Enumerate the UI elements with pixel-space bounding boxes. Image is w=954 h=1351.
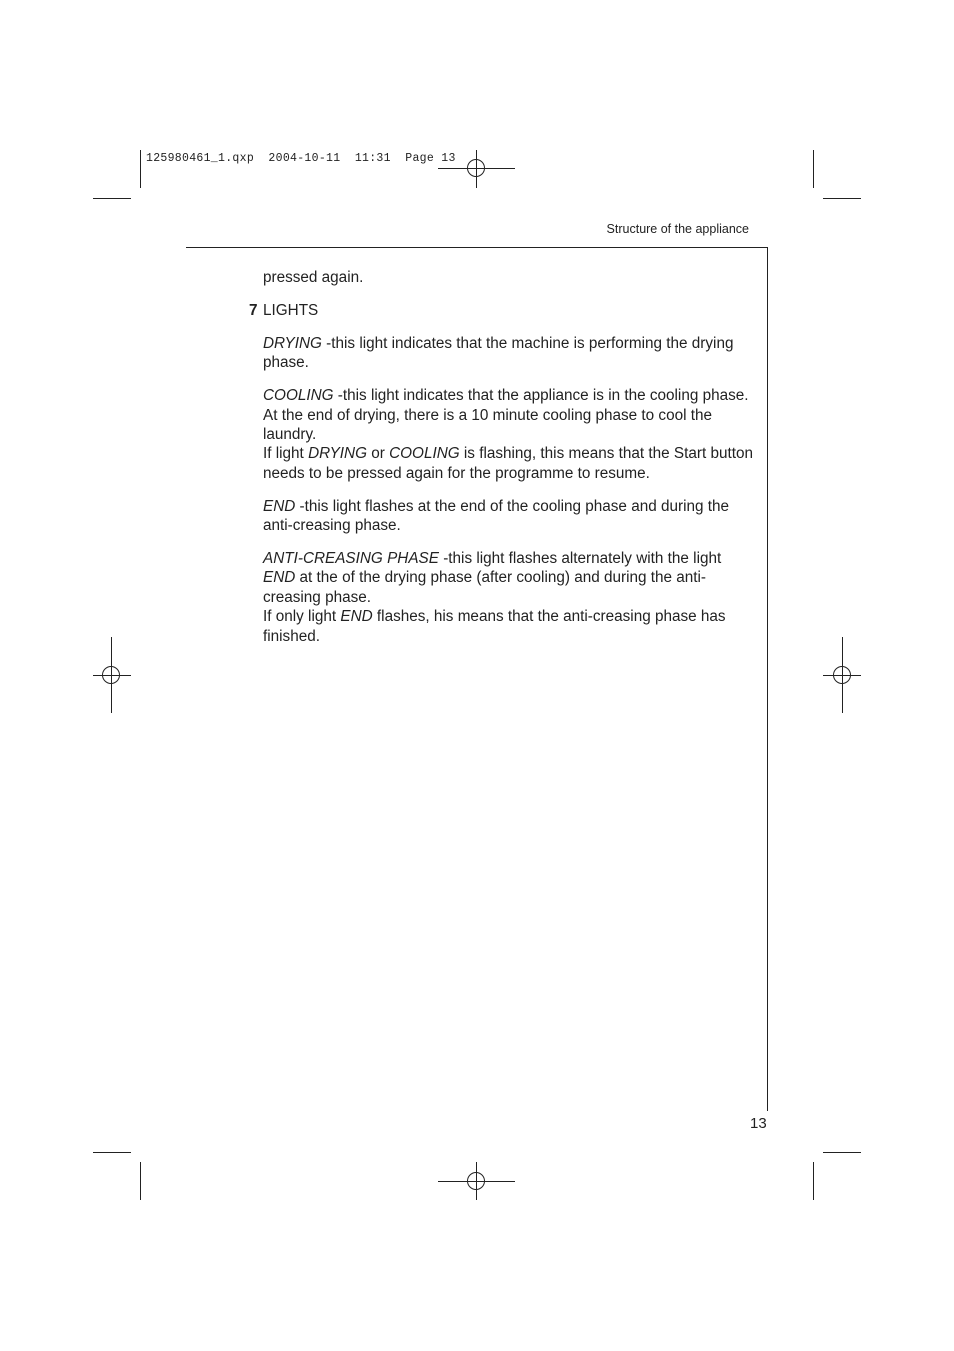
drying-light-description xyxy=(263,334,753,373)
drying-text: -this light indicates that the machine is performing the drying phase. xyxy=(263,334,734,372)
cooling-term: COOLING xyxy=(263,387,334,405)
section-heading xyxy=(249,301,753,320)
right-margin-rule xyxy=(767,247,768,1111)
section-number: 7 xyxy=(249,301,258,319)
anti-creasing-note-pre: If only light xyxy=(263,608,341,626)
anti-creasing-term-end: END xyxy=(263,569,296,587)
crop-mark-top-left-horizontal xyxy=(93,198,131,199)
running-head: Structure of the appliance xyxy=(606,222,749,236)
intro-text: pressed again. xyxy=(263,269,364,286)
header-rule xyxy=(186,247,768,248)
end-light-description xyxy=(263,497,753,536)
anti-creasing-note-post: flashes, his means that the anti-creasing phase has finished. xyxy=(263,608,726,645)
registration-mark-top-circle-icon xyxy=(467,159,485,177)
cooling-note-term-drying: DRYING xyxy=(308,445,367,463)
anti-creasing-text-1: -this light flashes alternately with the light xyxy=(438,549,722,567)
page-content xyxy=(249,268,754,660)
anti-creasing-note-term: END xyxy=(340,608,373,626)
crop-mark-top-right-vertical xyxy=(813,150,814,188)
crop-mark-bottom-right-vertical xyxy=(813,1162,814,1200)
crop-mark-bottom-right-horizontal xyxy=(823,1152,861,1153)
cooling-note xyxy=(263,444,753,483)
registration-mark-bottom-circle-icon xyxy=(467,1172,485,1190)
page-number: 13 xyxy=(750,1115,767,1132)
crop-mark-top-right-horizontal xyxy=(823,198,861,199)
crop-mark-bottom-left-vertical xyxy=(140,1162,141,1200)
anti-creasing-text-2: at the of the drying phase (after cooling) and during the anti-creasing phase. xyxy=(263,569,707,606)
registration-mark-left-circle-icon xyxy=(102,666,120,684)
anti-creasing-term: ANTI-CREASING PHASE xyxy=(263,549,439,567)
cooling-text: -this light indicates that the appliance is in the cooling phase. At the end of drying, there is a 10 minute cooling phase to cool the laundry. xyxy=(263,387,749,443)
section-title: LIGHTS xyxy=(263,301,319,319)
anti-creasing-light-description xyxy=(263,549,753,607)
end-text: -this light flashes at the end of the cooling phase and during the anti-creasing phase. xyxy=(263,497,730,535)
cooling-light-description xyxy=(263,386,753,444)
crop-mark-top-left-vertical xyxy=(140,150,141,188)
cooling-note-term-cooling: COOLING xyxy=(389,445,460,463)
print-slug: 125980461_1.qxp 2004-10-11 11:31 Page 13 xyxy=(146,152,456,165)
cooling-note-pre: If light xyxy=(263,445,309,463)
cooling-note-mid: or xyxy=(367,445,390,463)
cooling-note-post: is flashing, this means that the Start button needs to be pressed again for the programme to resume. xyxy=(263,445,754,482)
drying-term: DRYING xyxy=(263,334,322,352)
end-term: END xyxy=(263,497,296,515)
crop-mark-bottom-left-horizontal xyxy=(93,1152,131,1153)
registration-mark-right-circle-icon xyxy=(833,666,851,684)
anti-creasing-note xyxy=(263,607,753,646)
